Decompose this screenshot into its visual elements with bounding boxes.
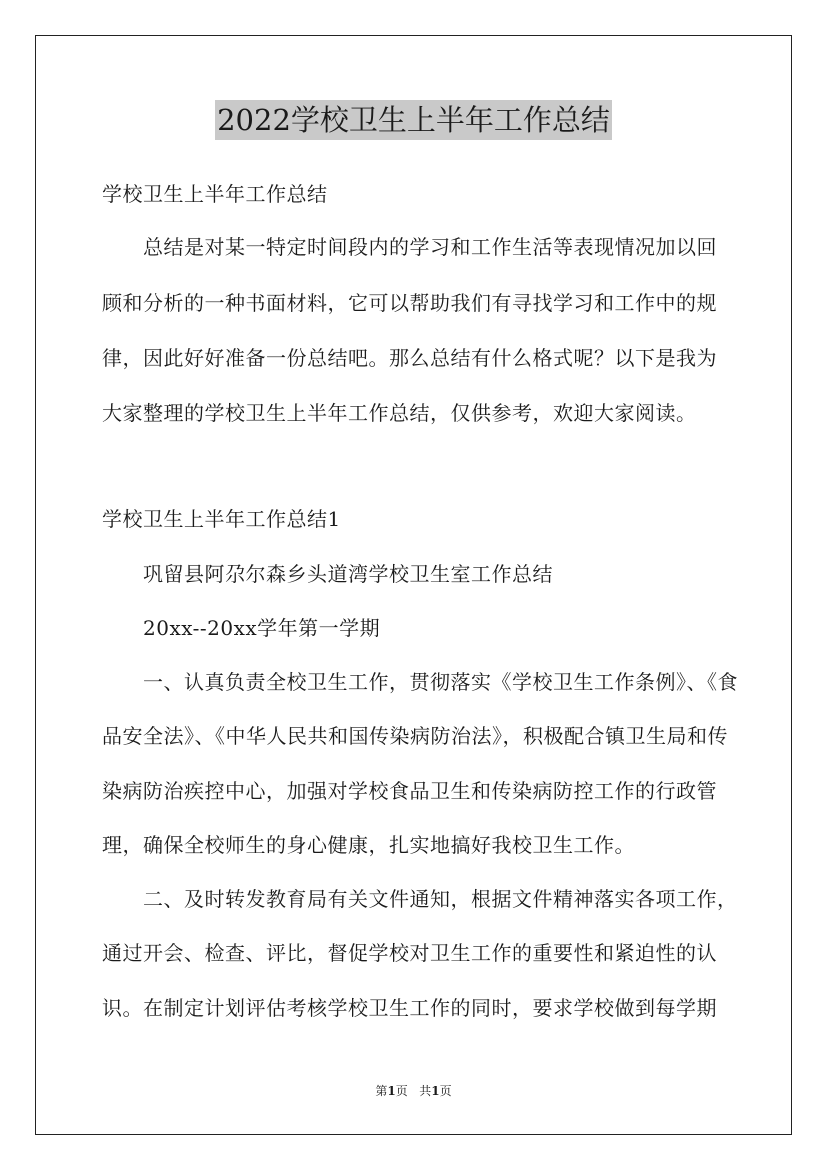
footer-page-label: 第 — [375, 1084, 388, 1098]
para2-line: 识。在制定计划评估考核学校卫生工作的同时，要求学校做到每学期 — [102, 996, 717, 1020]
footer-page-unit: 页 — [395, 1084, 408, 1098]
section-heading: 学校卫生上半年工作总结1 — [102, 507, 341, 531]
org-name: 巩留县阿尕尔森乡头道湾学校卫生室工作总结 — [143, 562, 553, 586]
intro-line: 律，因此好好准备一份总结吧。那么总结有什么格式呢？以下是我为 — [102, 346, 717, 370]
intro-line: 大家整理的学校卫生上半年工作总结，仅供参考，欢迎大家阅读。 — [102, 401, 697, 425]
footer-total-label: 共 — [419, 1084, 432, 1098]
footer-total-unit: 页 — [439, 1084, 452, 1098]
para2-line: 二、及时转发教育局有关文件通知，根据文件精神落实各项工作， — [143, 887, 738, 911]
footer-page-num: 1 — [387, 1084, 396, 1098]
document-title: 2022学校卫生上半年工作总结 — [215, 100, 612, 140]
page-footer — [0, 1083, 827, 1099]
term-label: 20xx--20xx学年第一学期 — [143, 616, 381, 640]
para1-line: 品安全法》、《中华人民共和国传染病防治法》，积极配合镇卫生局和传 — [102, 724, 728, 748]
footer-total-num: 1 — [431, 1084, 440, 1098]
title-container — [0, 100, 827, 140]
para2-line: 通过开会、检查、评比，督促学校对卫生工作的重要性和紧迫性的认 — [102, 941, 717, 965]
subtitle: 学校卫生上半年工作总结 — [102, 182, 328, 206]
para1-line: 一、认真负责全校卫生工作，贯彻落实《学校卫生工作条例》、《食 — [143, 670, 738, 694]
intro-line: 顾和分析的一种书面材料，它可以帮助我们有寻找学习和工作中的规 — [102, 291, 717, 315]
intro-line: 总结是对某一特定时间段内的学习和工作生活等表现情况加以回 — [143, 235, 717, 259]
para1-line: 理，确保全校师生的身心健康，扎实地搞好我校卫生工作。 — [102, 833, 635, 857]
para1-line: 染病防治疾控中心，加强对学校食品卫生和传染病防控工作的行政管 — [102, 779, 717, 803]
